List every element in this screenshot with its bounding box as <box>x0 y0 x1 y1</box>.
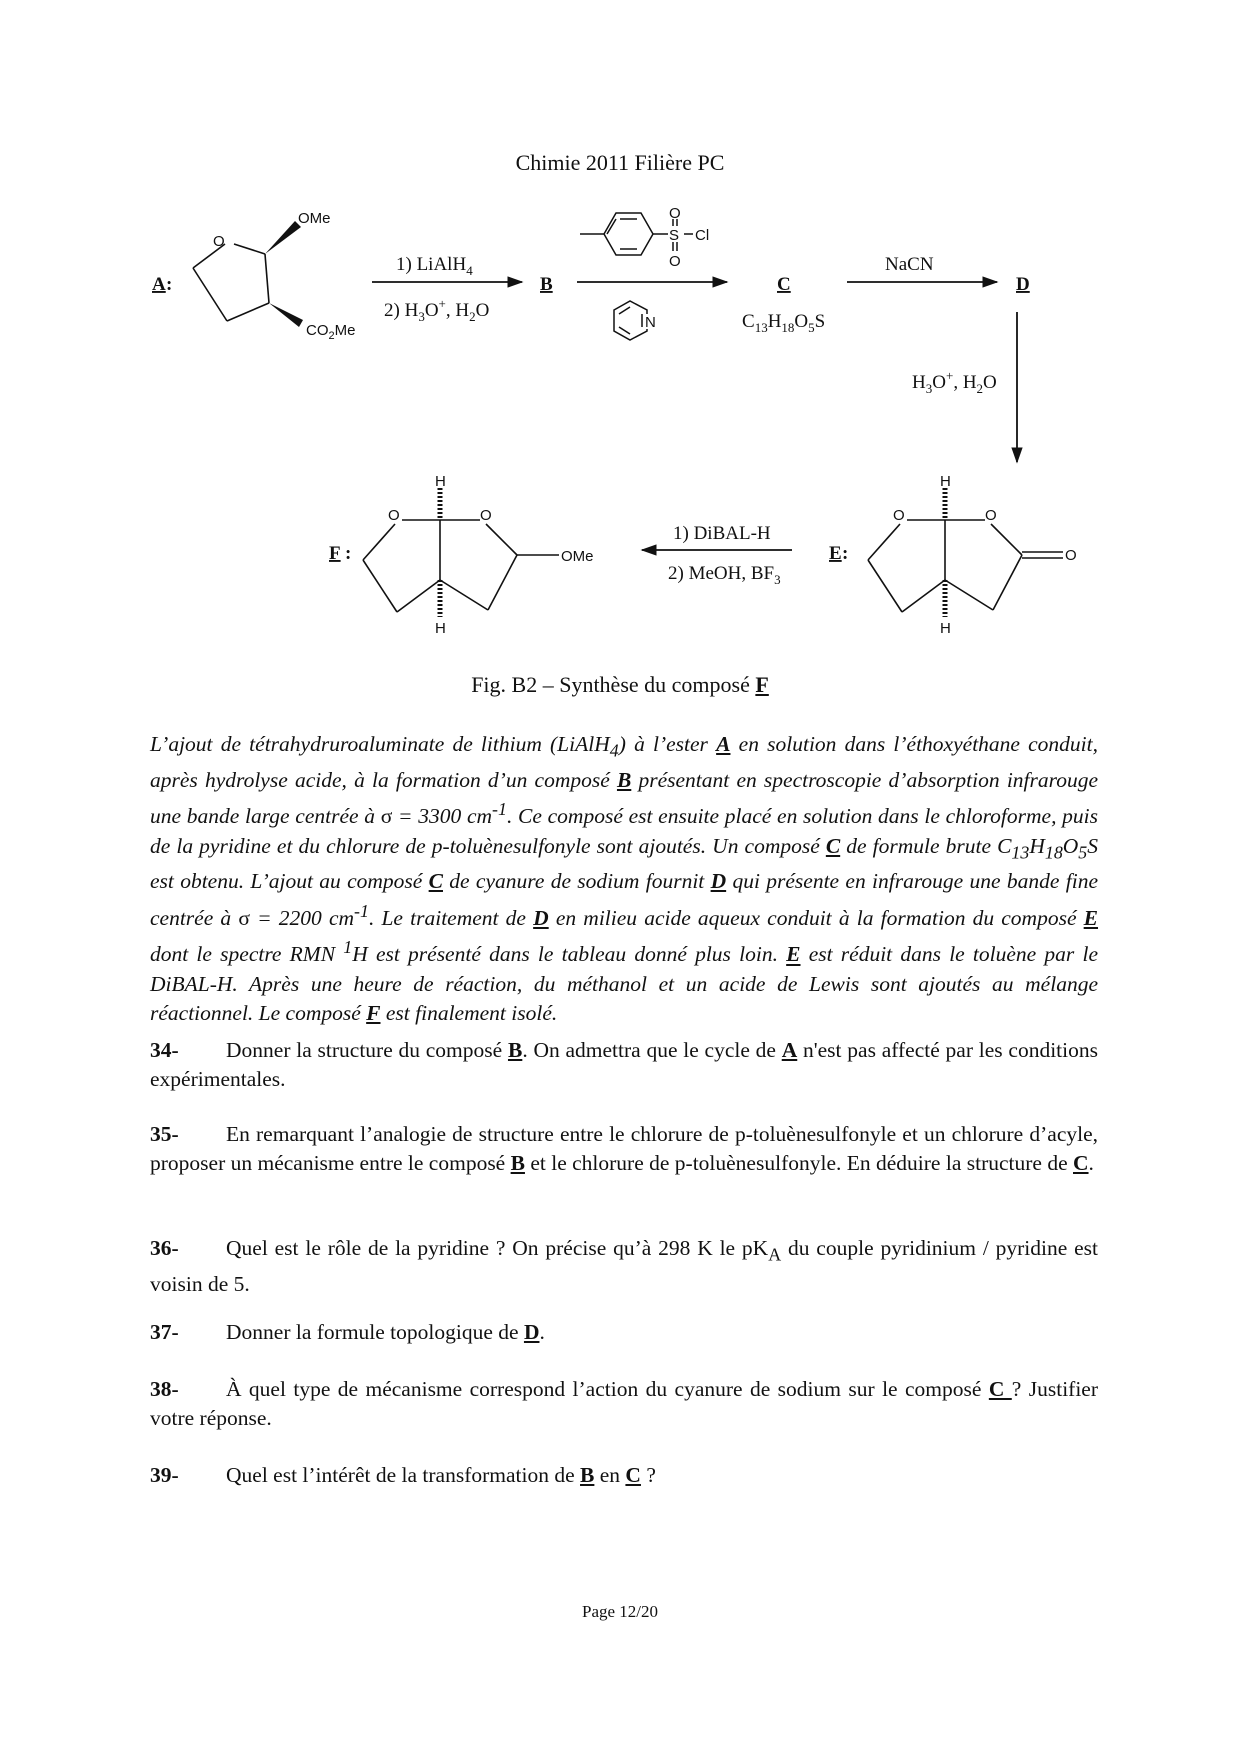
question-37 <box>150 1318 1098 1347</box>
q34-text-a: Donner la structure du composé <box>226 1038 508 1062</box>
atom-co2me-a <box>306 322 355 342</box>
intro-t11: de cyanure de sodium fournit <box>442 869 711 894</box>
q37-cpd-d: D <box>523 1320 540 1344</box>
question-38 <box>150 1375 1098 1434</box>
q35-cpd-b: B <box>510 1151 525 1176</box>
q39-text-a: Quel est l’intérêt de la transformation de <box>226 1463 581 1487</box>
compound-label-f: F <box>329 543 341 564</box>
question-39 <box>150 1461 1098 1490</box>
intro-sub18: 18 <box>1044 841 1063 862</box>
atom-o-a: O <box>213 233 225 250</box>
co2me-sub: 2 <box>328 330 335 342</box>
pyridine-atom-n: N <box>645 314 656 331</box>
s4-1: 3 <box>925 381 933 396</box>
intro-sub13: 13 <box>1011 841 1030 862</box>
q35-text-a: En remarquant l’analogie de structure entre le chlorure de p-toluènesulfonyle et un chlorure d’acyle, proposer un mécanisme entre le composé <box>150 1122 1098 1176</box>
question-number: 39- <box>150 1463 179 1487</box>
intro-cpd-c2: C <box>428 869 443 894</box>
s4-0: H <box>912 372 926 393</box>
question-36 <box>150 1234 1098 1299</box>
step1-top-sub: 4 <box>466 263 473 278</box>
compound-label-e: E <box>829 543 842 564</box>
intro-t14: . Le traitement de <box>368 905 534 930</box>
intro-cpd-d2: D <box>533 905 549 930</box>
f-atom-o-right: O <box>480 507 492 524</box>
compound-a-structure <box>193 244 269 321</box>
intro-cpd-d: D <box>710 869 727 894</box>
intro-t10: S est obtenu. L’ajout au composé <box>150 833 1098 894</box>
q37-text-b: . <box>539 1320 545 1344</box>
q38-text-b: ? Justifier votre réponse. <box>150 1377 1098 1431</box>
question-number: 38- <box>150 1377 179 1401</box>
e-atom-h-top: H <box>940 473 951 490</box>
e-atom-o-left: O <box>893 507 905 524</box>
e-atom-o-carbonyl: O <box>1065 547 1077 564</box>
q34-text-b: . On admettra que le cycle de <box>522 1038 782 1062</box>
intro-t1: L’ajout de tétrahydruroaluminate de lithium (LiAlH <box>150 732 610 756</box>
atom-ome-a: OMe <box>298 210 331 227</box>
intro-cpd-c: C <box>825 833 841 858</box>
intro-cpd-b: B <box>616 767 632 792</box>
tscl-atom-s: S <box>669 227 680 244</box>
pyridine-structure <box>614 301 647 340</box>
q34-text-c: n'est pas affecté par les conditions expérimentales. <box>150 1038 1098 1092</box>
wedge-bond-ome <box>265 221 301 254</box>
intro-t16: dont le spectre RMN <box>150 942 344 967</box>
q39-cpd-c: C <box>625 1463 641 1487</box>
intro-t13: = 2200 cm <box>249 905 355 930</box>
compound-label-a: A <box>152 274 166 295</box>
compound-label-e-colon: : <box>842 543 849 564</box>
question-number: 35- <box>150 1122 179 1146</box>
co2me-part2: Me <box>334 322 356 339</box>
compound-label-f-colon: : <box>345 543 352 564</box>
intro-sigma1: σ <box>380 804 393 829</box>
q38-cpd-c: C <box>988 1377 1012 1401</box>
q35-cpd-c: C <box>1073 1151 1089 1176</box>
s1b-4: , H <box>445 300 470 321</box>
question-number: 37- <box>150 1320 179 1344</box>
q34-cpd-a: A <box>781 1038 798 1062</box>
step5-reagent-bottom <box>668 563 781 587</box>
question-number: 36- <box>150 1236 179 1260</box>
s1b-3: + <box>438 296 446 311</box>
intro-t6: . Ce composé est ensuite placé en solution dans le chloroforme, puis de la pyridine et du chlorure de p-toluènesulfonyle sont ajoutés. Un composé <box>150 804 1098 858</box>
compound-label-d: D <box>1016 274 1030 295</box>
step5-reagent-top: 1) DiBAL-H <box>673 523 771 544</box>
fc-2: H <box>767 311 782 332</box>
intro-sup1: -1 <box>492 799 507 820</box>
q36-text-b: du couple pyridinium / pyridine est voisin de 5. <box>150 1236 1099 1296</box>
intro-t15: en milieu acide aqueux conduit à la formation du composé <box>548 905 1084 930</box>
intro-t2: ) à l’ester <box>618 732 717 756</box>
step1-reagent-bottom <box>384 296 489 324</box>
fc-1: 13 <box>754 320 768 335</box>
co2me-part1: CO <box>306 322 329 339</box>
caption-text: Fig. B2 – Synthèse du composé <box>471 672 756 697</box>
formula-c <box>742 311 825 335</box>
q39-cpd-b: B <box>580 1463 595 1487</box>
q36-sub-a: A <box>768 1244 782 1265</box>
tscl-atom-cl: Cl <box>695 227 710 244</box>
step4-reagent <box>912 368 997 396</box>
s1b-6: O <box>475 300 490 321</box>
fc-5: 5 <box>808 320 815 335</box>
intro-t19: est finalement isolé. <box>380 1001 558 1026</box>
intro-t5: = 3300 cm <box>392 804 493 829</box>
intro-t18: est réduit dans le toluène par le DiBAL-H. Après une heure de réaction, du méthanol et un acide de Lewis sont ajoutés au mélange réactionnel. Le composé <box>150 942 1098 1026</box>
intro-sub5: 5 <box>1078 841 1088 862</box>
s5-0: 2) MeOH, BF <box>668 563 775 584</box>
s1b-0: 2) H <box>384 300 419 321</box>
q39-text-c: ? <box>640 1463 656 1487</box>
e-atom-h-bottom: H <box>940 620 951 637</box>
intro-t3: en solution dans l’éthoxyéthane conduit, après hydrolyse acide, à la formation d’un composé <box>150 732 1099 792</box>
intro-sup2: -1 <box>354 900 369 921</box>
compound-label-b: B <box>540 274 553 295</box>
q36-text-a: Quel est le rôle de la pyridine ? On précise qu’à 298 K le pK <box>226 1236 769 1260</box>
intro-sup3: 1 <box>343 937 353 958</box>
q39-text-b: en <box>594 1463 626 1487</box>
intro-cpd-a: A <box>716 732 731 756</box>
step1-top-main: 1) LiAlH <box>396 254 467 275</box>
compound-label-c: C <box>777 274 791 295</box>
s5-1: 3 <box>774 572 781 587</box>
f-atom-o-left: O <box>388 507 400 524</box>
s4-2: O <box>932 372 946 393</box>
intro-t8: H <box>1029 833 1045 858</box>
step1-reagent-top <box>396 254 473 278</box>
fc-6: S <box>814 311 826 332</box>
tscl-atom-o-bottom: O <box>669 253 681 270</box>
intro-cpd-e2: E <box>786 942 801 967</box>
fc-0: C <box>742 311 755 332</box>
wedge-bond-co2me <box>269 303 303 327</box>
q37-text-a: Donner la formule topologique de <box>226 1320 524 1344</box>
step3-reagent: NaCN <box>885 254 934 275</box>
intro-paragraph <box>150 730 1098 1029</box>
s4-5: 2 <box>976 381 984 396</box>
f-atom-h-bottom: H <box>435 620 446 637</box>
s1b-2: O <box>424 300 439 321</box>
s4-3: + <box>945 368 954 383</box>
intro-cpd-e: E <box>1083 905 1099 930</box>
q35-text-b: et le chlorure de p-toluènesulfonyle. En déduire la structure de <box>524 1151 1073 1176</box>
page-header-title: Chimie 2011 Filière PC <box>515 150 725 175</box>
intro-t17: H est présenté dans le tableau donné plus loin. <box>352 942 787 967</box>
compound-label-a-colon: : <box>166 274 173 295</box>
s4-6: O <box>983 372 997 393</box>
tscl-atom-o-top: O <box>669 205 681 222</box>
figure-caption <box>0 672 1240 698</box>
synthesis-scheme <box>0 180 1240 670</box>
q35-text-c: . <box>1088 1151 1094 1176</box>
intro-sub4: 4 <box>609 740 619 761</box>
intro-t12: qui présente en infrarouge une bande fine centrée à <box>150 869 1098 930</box>
e-atom-o-right: O <box>985 507 997 524</box>
fc-4: O <box>794 311 809 332</box>
question-34 <box>150 1036 1098 1095</box>
intro-t9: O <box>1062 833 1079 858</box>
question-35 <box>150 1120 1098 1179</box>
intro-cpd-f: F <box>366 1001 381 1026</box>
intro-t7: de formule brute C <box>840 833 1012 858</box>
f-atom-ome: OMe <box>561 548 594 565</box>
fc-3: 18 <box>781 320 795 335</box>
f-atom-h-top: H <box>435 473 446 490</box>
caption-compound: F <box>755 672 769 697</box>
question-number: 34- <box>150 1038 179 1062</box>
q34-cpd-b: B <box>507 1038 523 1062</box>
s1b-5: 2 <box>469 309 476 324</box>
intro-t4: présentant en spectroscopie d’absorption infrarouge une bande large centrée à <box>150 767 1098 829</box>
intro-sigma2: σ <box>238 905 250 930</box>
page-number: Page 12/20 <box>581 1602 659 1621</box>
s4-4: , H <box>953 372 977 393</box>
q38-text-a: À quel type de mécanisme correspond l’action du cyanure de sodium sur le composé <box>226 1377 989 1401</box>
s1b-1: 3 <box>418 309 425 324</box>
